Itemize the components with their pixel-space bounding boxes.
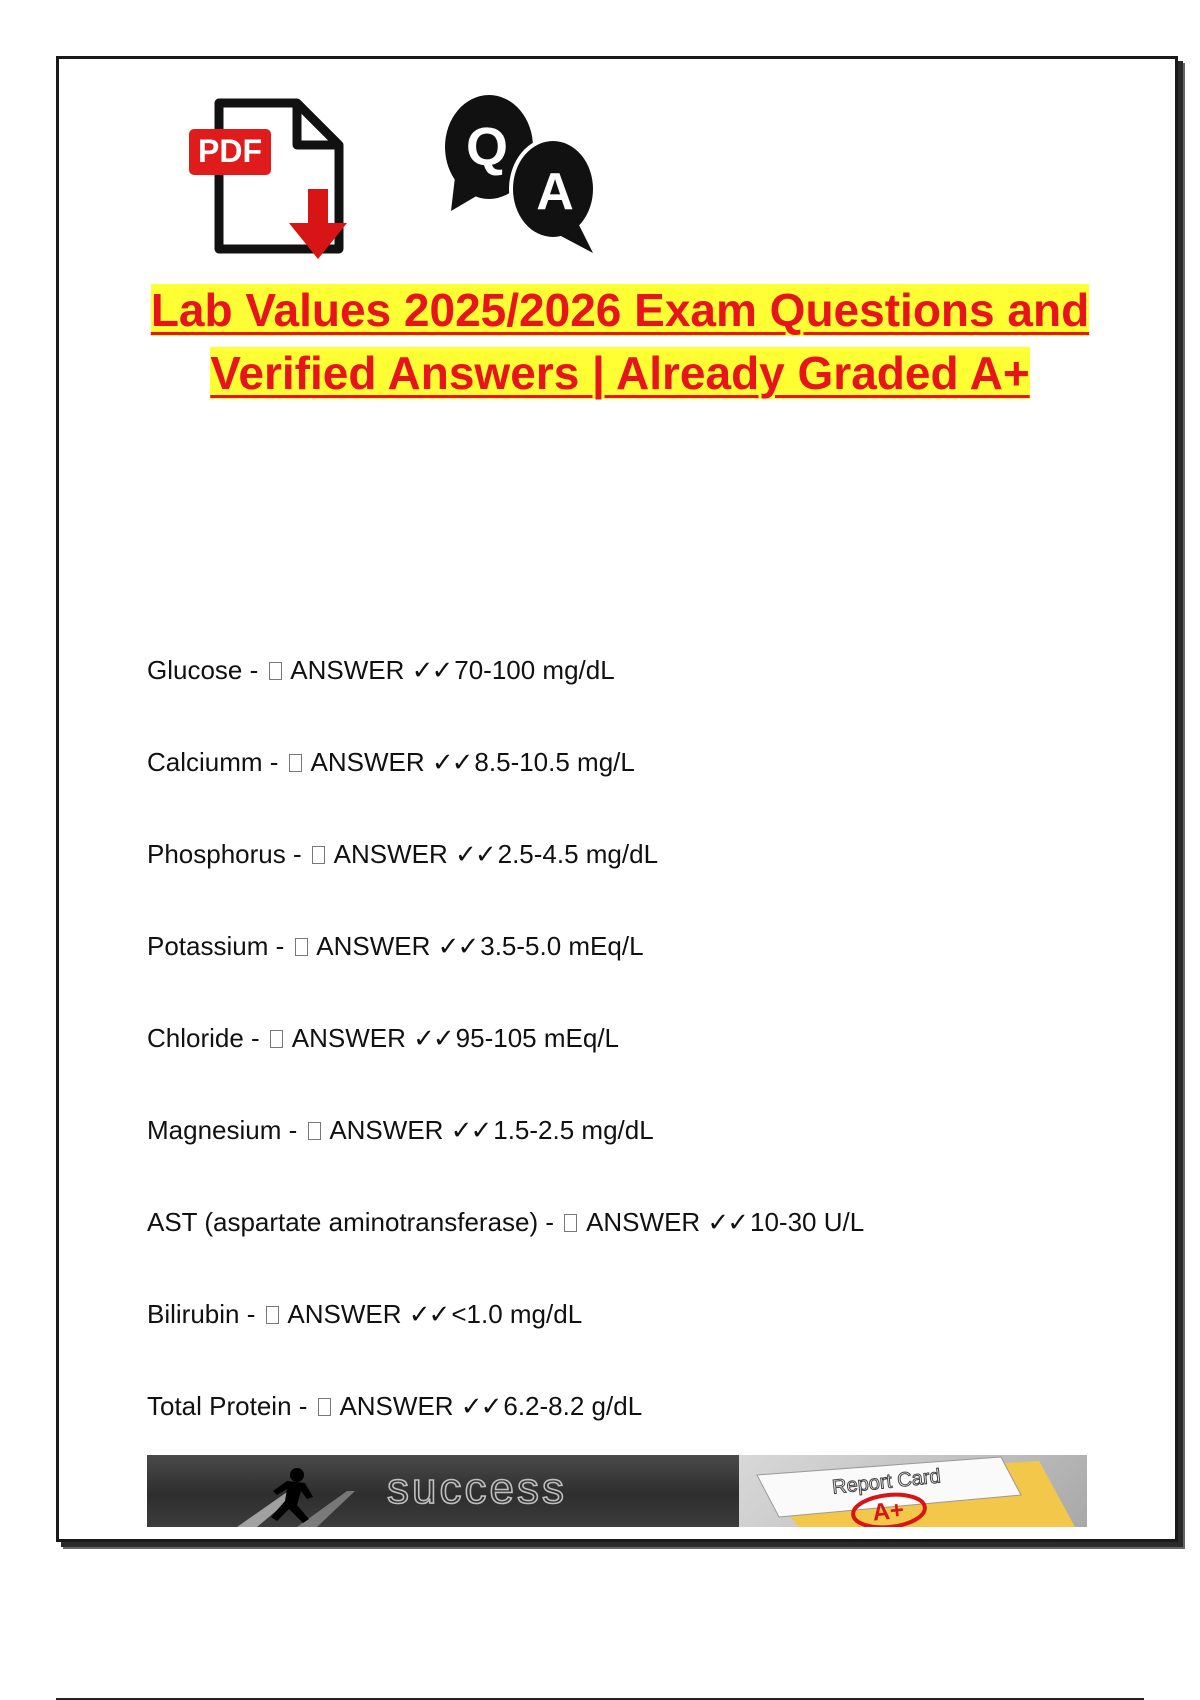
answer-value: 70-100 mg/dL — [454, 655, 615, 685]
qa-list — [147, 655, 1107, 1483]
qa-bubbles-icon — [441, 89, 611, 259]
answer-label: ANSWER — [333, 839, 448, 869]
answer-value: 1.5-2.5 mg/dL — [493, 1115, 654, 1145]
qa-item: Total Protein - ANSWER ✓✓ 6.2-8.2 g/dL — [147, 1391, 643, 1421]
answer-label: ANSWER — [586, 1207, 701, 1237]
question-text: Magnesium — [147, 1115, 282, 1145]
missing-glyph-icon — [312, 846, 325, 864]
qa-item: AST (aspartate aminotransferase) - ANSWER ✓✓ 10-30 U/L — [147, 1207, 865, 1237]
answer-label: ANSWER — [316, 931, 431, 961]
answer-label: ANSWER — [290, 655, 405, 685]
svg-text:Q: Q — [465, 117, 509, 177]
question-text: Bilirubin — [147, 1299, 240, 1329]
missing-glyph-icon — [295, 938, 308, 956]
missing-glyph-icon — [269, 662, 282, 680]
answer-label: ANSWER — [291, 1023, 406, 1053]
check-mark: ✓✓ — [460, 1391, 501, 1421]
missing-glyph-icon — [270, 1030, 283, 1048]
check-mark: ✓✓ — [455, 839, 495, 869]
report-card-grade: A+ — [871, 1496, 906, 1527]
question-text: Phosphorus — [147, 839, 286, 869]
document-title-text: Lab Values 2025/2026 Exam Questions and Verified Answers | Already Graded A+ — [150, 284, 1090, 399]
runner-silhouette-icon — [271, 1468, 313, 1523]
qa-item: Phosphorus - ANSWER ✓✓ 2.5-4.5 mg/dL — [147, 839, 659, 869]
check-mark: ✓✓ — [450, 1115, 491, 1145]
check-mark: ✓✓ — [413, 1023, 453, 1053]
check-mark: ✓✓ — [431, 747, 472, 777]
qa-item: Bilirubin - ANSWER ✓✓ <1.0 mg/dL — [147, 1299, 583, 1329]
answer-value: 95-105 mEq/L — [455, 1023, 619, 1053]
svg-text:A: A — [536, 163, 574, 221]
question-text: Chloride — [147, 1023, 244, 1053]
pdf-download-icon — [189, 91, 379, 281]
banner-success-word: success — [387, 1464, 567, 1513]
qa-item: Calciumm - ANSWER ✓✓ 8.5-10.5 mg/L — [147, 747, 635, 777]
qa-item: Potassium - ANSWER ✓✓ 3.5-5.0 mEq/L — [147, 931, 644, 961]
question-text: Potassium — [147, 931, 269, 961]
answer-label: ANSWER — [287, 1299, 402, 1329]
question-text: Total Protein — [147, 1391, 292, 1421]
answer-value: 2.5-4.5 mg/dL — [497, 839, 659, 869]
success-banner-image — [147, 1455, 739, 1527]
answer-value: 10-30 U/L — [750, 1207, 865, 1237]
missing-glyph-icon — [308, 1122, 321, 1140]
report-card-label: Report Card — [831, 1465, 942, 1499]
answer-value: 6.2-8.2 g/dL — [503, 1391, 643, 1421]
answer-label: ANSWER — [329, 1115, 444, 1145]
document-title — [119, 279, 1121, 405]
check-mark: ✓✓ — [411, 655, 452, 685]
answer-value: <1.0 mg/dL — [451, 1299, 583, 1329]
document-page — [56, 56, 1178, 1542]
question-text: AST (aspartate aminotransferase) — [147, 1207, 539, 1237]
answer-label: ANSWER — [339, 1391, 454, 1421]
report-card-image — [739, 1455, 1087, 1527]
question-text: Calciumm — [147, 747, 263, 777]
qa-item: Chloride - ANSWER ✓✓ 95-105 mEq/L — [147, 1023, 619, 1053]
qa-item: Glucose - ANSWER ✓✓ 70-100 mg/dL — [147, 655, 615, 685]
check-mark: ✓✓ — [408, 1299, 449, 1329]
missing-glyph-icon — [564, 1214, 577, 1232]
missing-glyph-icon — [289, 754, 302, 772]
answer-label: ANSWER — [310, 747, 425, 777]
check-mark: ✓✓ — [707, 1207, 747, 1237]
answer-value: 8.5-10.5 mg/L — [474, 747, 635, 777]
svg-text:PDF: PDF — [198, 133, 262, 169]
check-mark: ✓✓ — [437, 931, 478, 961]
success-banner — [147, 1455, 1087, 1527]
answer-value: 3.5-5.0 mEq/L — [480, 931, 644, 961]
qa-item: Magnesium - ANSWER ✓✓ 1.5-2.5 mg/dL — [147, 1115, 654, 1145]
missing-glyph-icon — [318, 1398, 331, 1416]
question-text: Glucose — [147, 655, 243, 685]
missing-glyph-icon — [266, 1306, 279, 1324]
